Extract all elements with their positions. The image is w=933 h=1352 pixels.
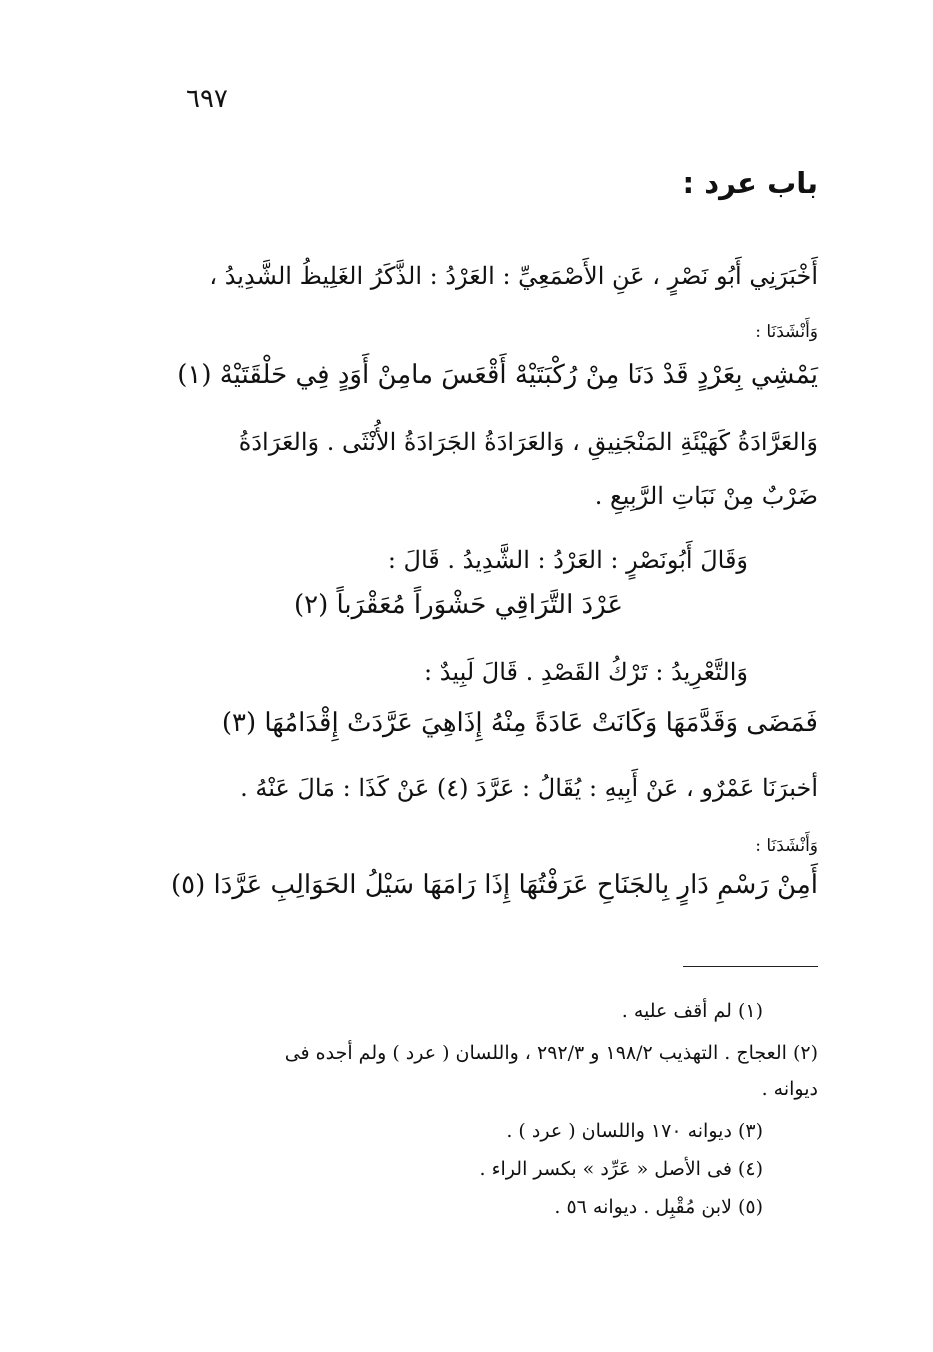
- text-line-6: وَالتَّعْرِيدُ : تَرْكُ القَصْدِ . قَالَ لَبِيدٌ :: [424, 658, 748, 686]
- verse-line-2: عَرْدَ التَّرَاقِي حَشْوَراً مُعَقْرَباً (٢): [293, 590, 623, 620]
- section-heading: باب عرد :: [682, 166, 818, 200]
- text-line-1: أَخْبَرَنِي أَبُو نَصْرٍ ، عَنِ الأَصْمَعِيِّ : العَرْدُ : الذَّكَرُ الغَلِيظُ الشَّدِيدُ ،: [209, 262, 818, 290]
- text-line-8: وَأَنْشَدَنَا :: [755, 836, 818, 856]
- text-line-3: وَالعَرَّادَةُ كَهَيْئَةِ المَنْجَنِيقِ ، وَالعَرَادَةُ الجَرَادَةُ الأُنْثَى . وَالعَرَادَةُ: [238, 428, 818, 456]
- footnote-1: (١) لم أقف عليه .: [621, 1000, 763, 1022]
- verse-line-3: فَمَضَى وَقَدَّمَهَا وَكَانَتْ عَادَةً مِنْهُ إِذَاهِيَ عَرَّدَتْ إِقْدَامُهَا (٣): [221, 708, 818, 738]
- footnote-3: (٣) ديوانه ١٧٠ واللسان ( عرد ) .: [506, 1120, 763, 1142]
- verse-line-1: يَمْشِي بِعَرْدٍ قَدْ دَنَا مِنْ رُكْبَتَيْهْ أَقْعَسَ مامِنْ أَوَدٍ فِي حَلْقَتَيْهْ (١): [177, 360, 818, 390]
- page-number: ٦٩٧: [186, 84, 228, 114]
- footnote-2: (٢) العجاج . التهذيب ١٩٨/٢ و ٢٩٢/٣ ، واللسان ( عرد ) ولم أجده فى: [284, 1042, 818, 1064]
- footnote-4: (٤) فى الأصل « عَرِّد » بكسر الراء .: [479, 1158, 763, 1180]
- footnote-separator: [683, 966, 818, 967]
- text-line-2: وَأَنْشَدَنَا :: [755, 322, 818, 342]
- footnote-2-continued: ديوانه .: [761, 1078, 818, 1100]
- text-line-4: ضَرْبٌ مِنْ نَبَاتِ الرَّبِيعِ .: [594, 482, 818, 510]
- footnote-5: (٥) لابن مُقْبِل . ديوانه ٥٦ .: [554, 1196, 763, 1218]
- text-line-7: أخبرَنَا عَمْرٌو ، عَنْ أَبِيهِ : يُقَالُ : عَرَّدَ (٤) عَنْ كَذَا : مَالَ عَنْهُ .: [240, 774, 818, 802]
- text-line-5: وَقَالَ أَبُونَصْرٍ : العَرْدُ : الشَّدِيدُ . قَالَ :: [387, 546, 748, 574]
- verse-line-4: أَمِنْ رَسْمِ دَارٍ بِالجَنَاحِ عَرَفْتُهَا إِذَا رَامَهَا سَيْلُ الحَوَالِبِ عَرَّدَا (٥): [171, 870, 818, 900]
